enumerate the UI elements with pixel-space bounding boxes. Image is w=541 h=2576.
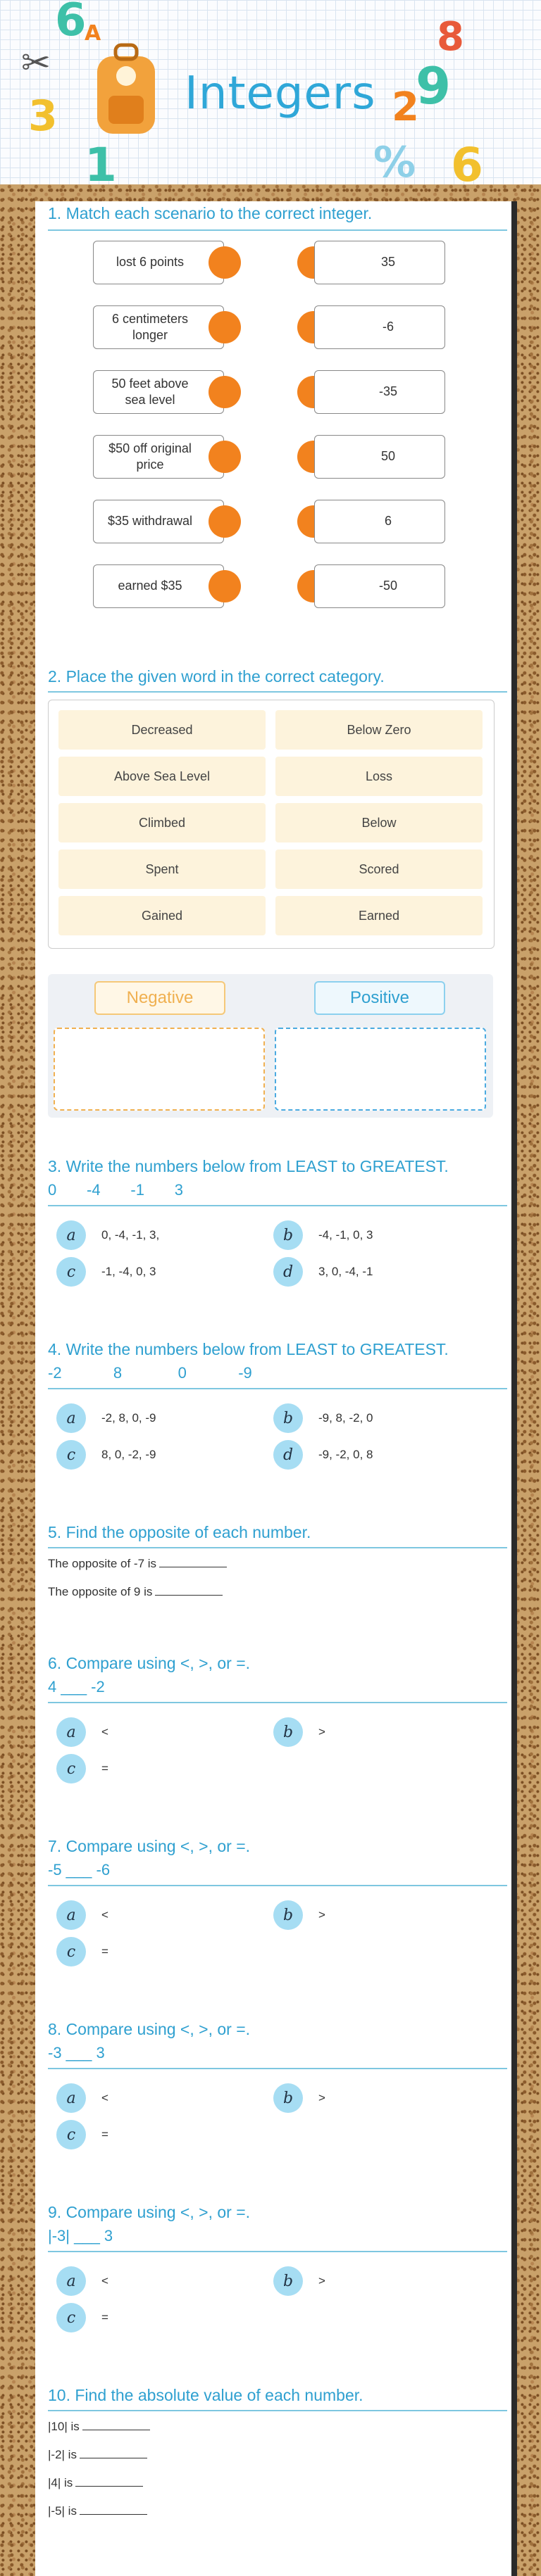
opposite-line-2 [48, 1585, 223, 1599]
answer-blank[interactable] [82, 2429, 150, 2430]
question-6-expression: 4 ___ -2 [48, 1678, 105, 1696]
number-doodle: A [85, 21, 101, 46]
option-a-text: -2, 8, 0, -9 [101, 1411, 156, 1425]
divider [48, 2068, 507, 2069]
number-doodle: 8 [437, 14, 464, 60]
question-4-title: 4. Write the numbers below from LEAST to GREATEST. [48, 1340, 449, 1358]
answer-blank[interactable] [80, 2457, 147, 2458]
option-a-text: 0, -4, -1, 3, [101, 1228, 160, 1242]
match-right-item: 6 [314, 500, 445, 543]
option-a-badge[interactable]: a [56, 2083, 86, 2113]
option-b-text: -4, -1, 0, 3 [318, 1228, 373, 1242]
worksheet-header [0, 0, 541, 184]
match-right-item: 35 [314, 241, 445, 284]
option-b-badge[interactable]: b [273, 1900, 303, 1930]
word-chip[interactable]: Climbed [58, 803, 266, 842]
divider [48, 1885, 507, 1886]
positive-drop-zone[interactable] [275, 1028, 486, 1111]
number-doodle: 6 [451, 138, 483, 184]
match-left-item: 6 centimeters longer [93, 305, 224, 349]
question-5-title: 5. Find the opposite of each number. [48, 1523, 311, 1541]
divider [48, 1205, 507, 1206]
word-bank [48, 700, 495, 949]
option-d-text: -9, -2, 0, 8 [318, 1448, 373, 1461]
match-left-item: $50 off original price [93, 435, 224, 479]
absolute-line [48, 2448, 147, 2462]
question-7-expression: -5 ___ -6 [48, 1861, 111, 1879]
option-a-badge[interactable]: a [56, 1403, 86, 1433]
absolute-prompt: |-5| is [48, 2504, 77, 2518]
opposite-prompt: The opposite of 9 is [48, 1585, 153, 1598]
option-c-badge[interactable]: c [56, 1257, 86, 1287]
word-chip[interactable]: Above Sea Level [58, 757, 266, 796]
option-b-badge[interactable]: b [273, 1220, 303, 1250]
match-left-item: lost 6 points [93, 241, 224, 284]
answer-blank[interactable] [75, 2485, 143, 2487]
option-b-badge[interactable]: b [273, 2266, 303, 2296]
number-doodle: 2 [392, 84, 419, 130]
question-4-numbers: -2 8 0 -9 [48, 1364, 252, 1382]
option-c-badge[interactable]: c [56, 1937, 86, 1966]
category-buckets [48, 974, 493, 1118]
option-a-text: < [101, 2274, 108, 2287]
match-left-item: earned $35 [93, 564, 224, 608]
answer-blank[interactable] [155, 1594, 223, 1596]
question-6-title: 6. Compare using <, >, or =. [48, 1654, 251, 1672]
option-a-text: < [101, 1908, 108, 1921]
answer-blank[interactable] [159, 1566, 227, 1567]
option-d-text: 3, 0, -4, -1 [318, 1265, 373, 1278]
match-left-dot[interactable] [209, 441, 241, 473]
negative-label: Negative [94, 981, 225, 1015]
number-doodle: % [373, 138, 416, 184]
option-c-text: -1, -4, 0, 3 [101, 1265, 156, 1278]
worksheet [35, 201, 511, 2576]
option-b-text: > [318, 2274, 325, 2287]
word-chip[interactable]: Decreased [58, 710, 266, 750]
page-title: Integers [185, 68, 376, 120]
number-doodle: 1 [85, 138, 117, 184]
option-c-text: 8, 0, -2, -9 [101, 1448, 156, 1461]
option-c-text: = [101, 1945, 108, 1958]
divider [48, 2251, 507, 2252]
negative-drop-zone[interactable] [54, 1028, 265, 1111]
word-chip[interactable]: Scored [275, 850, 483, 889]
question-7-title: 7. Compare using <, >, or =. [48, 1837, 251, 1855]
question-9-title: 9. Compare using <, >, or =. [48, 2203, 251, 2221]
opposite-prompt: The opposite of -7 is [48, 1557, 157, 1570]
divider [48, 1547, 507, 1548]
absolute-prompt: |10| is [48, 2420, 80, 2433]
absolute-line [48, 2420, 150, 2434]
match-left-dot[interactable] [209, 376, 241, 408]
number-doodle: 9 [416, 56, 452, 115]
option-b-text: > [318, 1725, 325, 1738]
match-left-dot[interactable] [209, 311, 241, 343]
option-d-badge[interactable]: d [273, 1440, 303, 1470]
option-c-badge[interactable]: c [56, 1440, 86, 1470]
opposite-line-1 [48, 1557, 227, 1571]
match-left-dot[interactable] [209, 505, 241, 538]
divider [48, 691, 507, 693]
option-c-badge[interactable]: c [56, 2120, 86, 2149]
divider [48, 229, 507, 231]
word-chip[interactable]: Below Zero [275, 710, 483, 750]
word-chip[interactable]: Earned [275, 896, 483, 935]
divider [48, 1702, 507, 1703]
absolute-prompt: |-2| is [48, 2448, 77, 2461]
option-a-badge[interactable]: a [56, 2266, 86, 2296]
option-b-text: > [318, 2091, 325, 2104]
option-b-text: > [318, 1908, 325, 1921]
number-doodle: 6 [55, 0, 87, 46]
question-1-title: 1. Match each scenario to the correct integer. [48, 204, 373, 222]
number-doodle: 3 [28, 91, 58, 141]
word-chip[interactable]: Below [275, 803, 483, 842]
match-left-dot[interactable] [209, 570, 241, 602]
question-10-title: 10. Find the absolute value of each number. [48, 2386, 363, 2404]
match-right-item: -6 [314, 305, 445, 349]
option-b-badge[interactable]: b [273, 1717, 303, 1747]
option-a-text: < [101, 2091, 108, 2104]
question-8-expression: -3 ___ 3 [48, 2044, 105, 2062]
divider [48, 2410, 507, 2411]
option-d-badge[interactable]: d [273, 1257, 303, 1287]
option-b-badge[interactable]: b [273, 2083, 303, 2113]
positive-label: Positive [314, 981, 445, 1015]
option-a-text: < [101, 1725, 108, 1738]
match-right-item: 50 [314, 435, 445, 479]
option-c-badge[interactable]: c [56, 1754, 86, 1783]
option-c-text: = [101, 1762, 108, 1775]
question-3-title: 3. Write the numbers below from LEAST to GREATEST. [48, 1157, 449, 1175]
match-left-dot[interactable] [209, 246, 241, 279]
number-doodle: ✂ [21, 42, 51, 83]
option-c-badge[interactable]: c [56, 2303, 86, 2332]
match-right-item: -50 [314, 564, 445, 608]
question-8-title: 8. Compare using <, >, or =. [48, 2020, 251, 2038]
option-b-text: -9, 8, -2, 0 [318, 1411, 373, 1425]
absolute-line [48, 2504, 147, 2518]
absolute-prompt: |4| is [48, 2476, 73, 2489]
option-a-badge[interactable]: a [56, 1717, 86, 1747]
backpack-icon [87, 41, 165, 139]
absolute-line [48, 2476, 143, 2490]
divider [48, 1388, 507, 1389]
question-3-numbers: 0 -4 -1 3 [48, 1181, 183, 1199]
answer-blank[interactable] [80, 2513, 147, 2515]
word-chip[interactable]: Gained [58, 896, 266, 935]
question-2-title: 2. Place the given word in the correct category. [48, 667, 385, 686]
question-9-expression: |-3| ___ 3 [48, 2227, 113, 2244]
word-chip[interactable]: Spent [58, 850, 266, 889]
option-a-badge[interactable]: a [56, 1900, 86, 1930]
option-c-text: = [101, 2128, 108, 2141]
word-chip[interactable]: Loss [275, 757, 483, 796]
option-a-badge[interactable]: a [56, 1220, 86, 1250]
match-left-item: 50 feet above sea level [93, 370, 224, 414]
match-right-item: -35 [314, 370, 445, 414]
option-b-badge[interactable]: b [273, 1403, 303, 1433]
option-c-text: = [101, 2311, 108, 2324]
match-left-item: $35 withdrawal [93, 500, 224, 543]
